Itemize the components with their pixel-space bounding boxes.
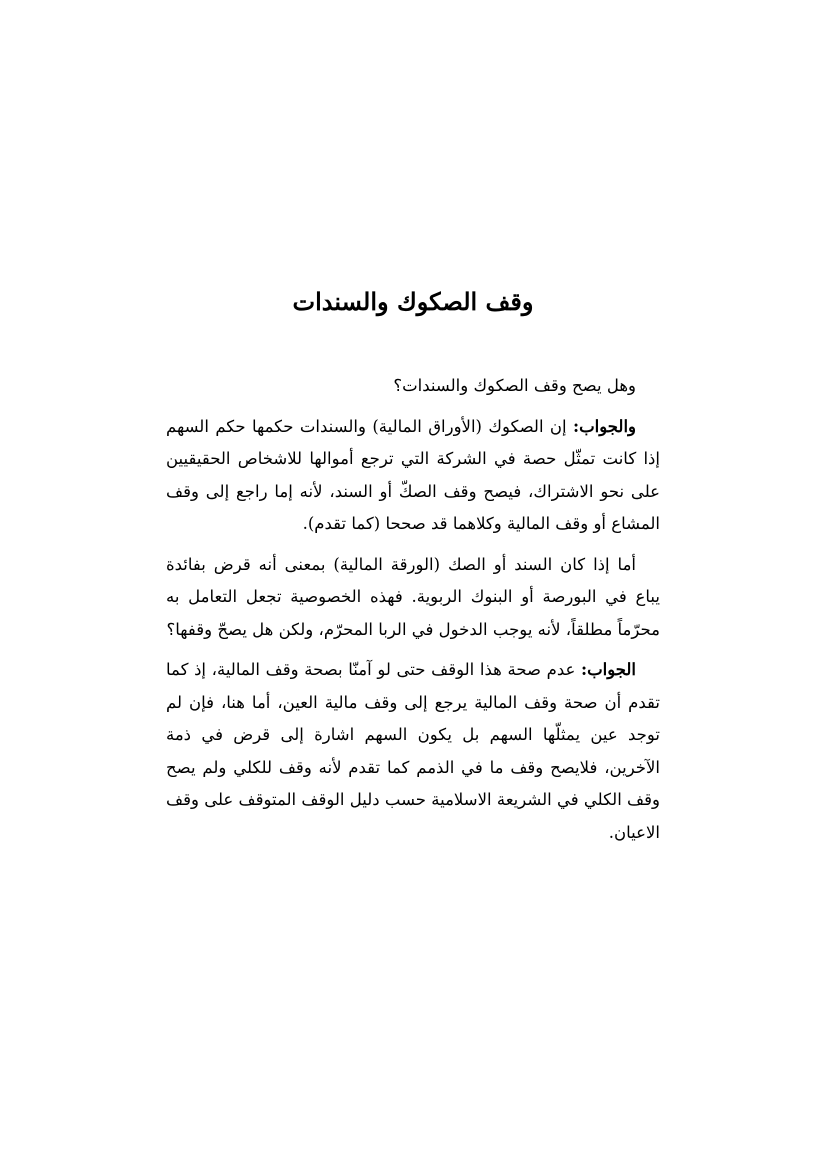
body-text xyxy=(166,370,660,857)
page-title: وقف الصكوك والسندات xyxy=(292,287,534,316)
answer-label-2: الجواب: xyxy=(581,660,636,679)
question-line: وهل يصح وقف الصكوك والسندات؟ xyxy=(393,376,636,395)
answer-label-1: والجواب: xyxy=(573,416,636,436)
answer-text-1: إن الصكوك (الأوراق المالية) والسندات حكمها حكم السهم إذا كانت تمثّل حصة في الشركة التي ترجع أموالها للاشخاص الحقيقيين على نحو الاشتراك، فيصح وقف الصكّ أو السند، لأنه إما راجع إلى وقف المشاع أو وقف المالية وكلاهما قد صححا (كما تقدم). xyxy=(166,416,660,533)
answer-text-2: عدم صحة هذا الوقف حتى لو آمنّا بصحة وقف المالية، إذ كما تقدم أن صحة وقف المالية يرجع إلى وقف مالية العين، أما هنا، فإن لم توجد عين يمثلّها السهم بل يكون السهم اشارة إلى قرض في ذمة الآخرين، فلايصح وقف ما في الذمم كما تقدم لأنه وقف للكلي ولم يصح وقف الكلي في الشريعة الاسلامية حسب دليل الوقف المتوقف على وقف الاعيان. xyxy=(166,660,660,842)
answer-paragraph-1 xyxy=(166,411,660,541)
answer-paragraph-2 xyxy=(166,654,660,849)
paragraph-2: أما إذا كان السند أو الصك (الورقة المالية) بمعنى أنه قرض بفائدة يباع في البورصة أو البنوك الربوية. فهذه الخصوصية تجعل التعامل به محرّماً مطلقاً، لأنه يوجب الدخول في الربا المحرّم، ولكن هل يصحّ وقفها؟ xyxy=(166,554,660,639)
